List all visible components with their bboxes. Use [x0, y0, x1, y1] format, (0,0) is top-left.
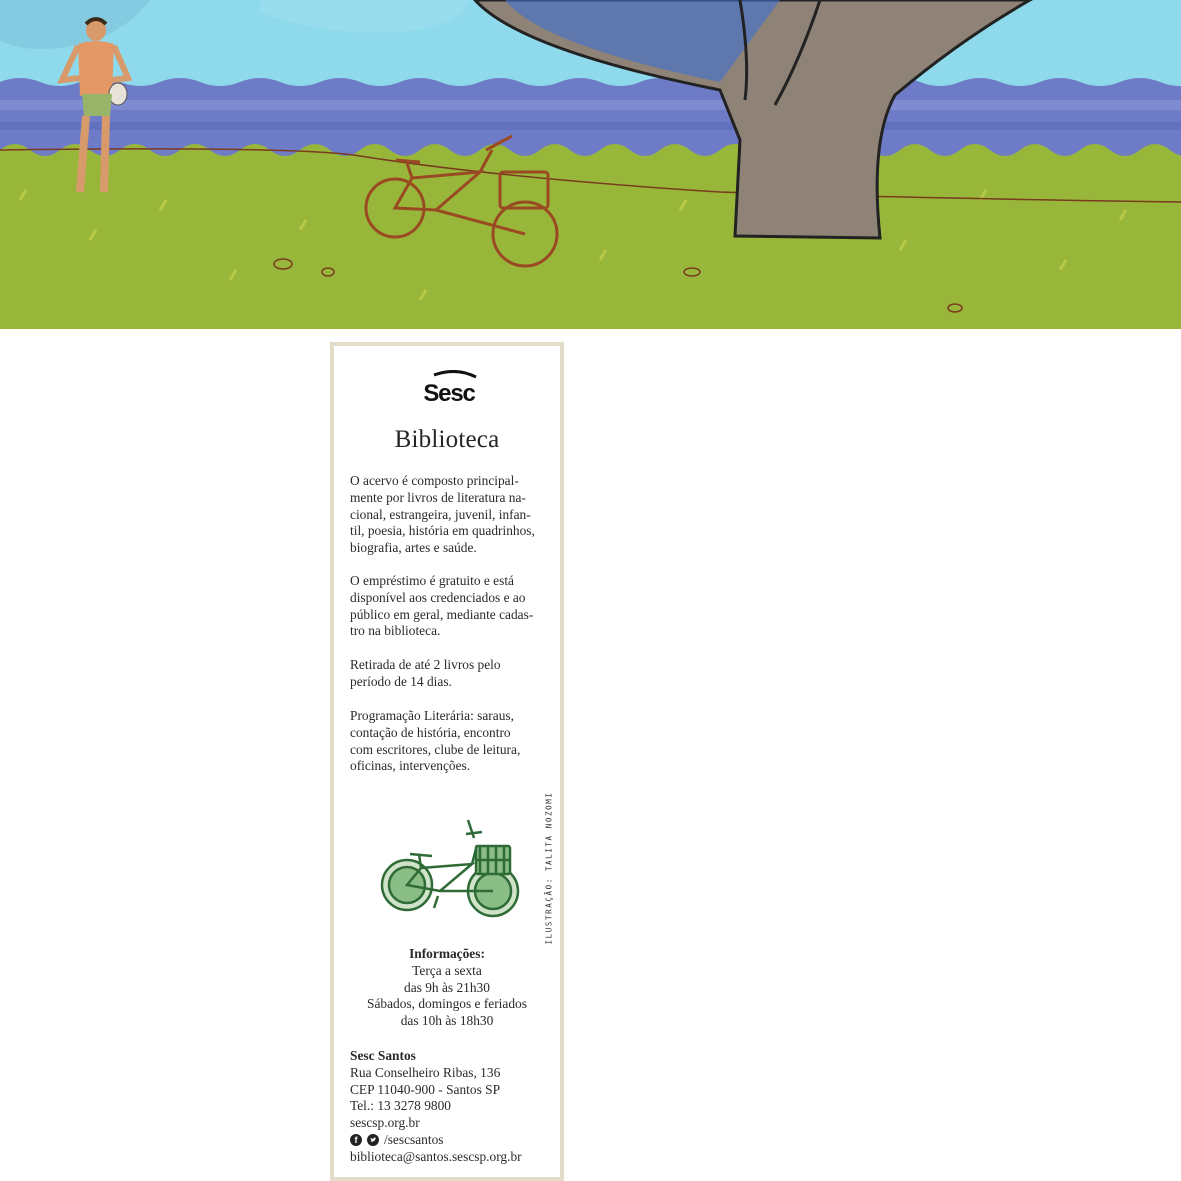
withdrawal-paragraph: Retirada de até 2 livros pelo período de 14 dias. [350, 657, 501, 689]
email-link[interactable]: biblioteca@santos.sescsp.org.br [350, 1148, 522, 1164]
contact-section [350, 1048, 560, 1166]
bicycle-icon [376, 814, 526, 918]
hours-line: das 10h às 18h30 [400, 1013, 494, 1029]
phone: Tel.: 13 3278 9800 [350, 1098, 451, 1114]
programming-paragraph: Programação Literária: saraus, contação de história, encontro com escritores, clube de leitura, oficinas, intervenções. [350, 708, 521, 774]
postal-code: CEP 11040-900 - Santos SP [350, 1081, 501, 1097]
svg-text:Sesc: Sesc [423, 380, 475, 406]
page-title: Biblioteca [394, 426, 500, 453]
hours-line: Sábados, domingos e feriados [367, 996, 527, 1012]
address: Rua Conselheiro Ribas, 136 [350, 1064, 501, 1080]
loan-paragraph: O empréstimo é gratuito e está disponível aos credenciados e ao público em geral, mediante cadas- tro na biblioteca. [350, 573, 534, 639]
banner-illustration [0, 0, 1181, 329]
hours-line: das 9h às 21h30 [404, 979, 490, 995]
illustration-credit: ILUSTRAÇÃO: TALITA NOZOMI [544, 791, 554, 945]
description-paragraph: O acervo é composto principal- mente por livros de literatura na- cional, estrangeira, juvenil, infan- til, poesia, história em quadrinhos, biografia, artes e saúde. [350, 473, 535, 556]
sea [0, 78, 1181, 160]
facebook-icon[interactable]: f [350, 1134, 362, 1146]
sea-band [0, 122, 1181, 130]
sesc-logo [412, 370, 486, 406]
info-section [334, 946, 560, 1030]
twitter-icon[interactable] [367, 1134, 379, 1146]
bookmark-card [330, 342, 564, 1181]
social-row [350, 1132, 560, 1149]
social-handle[interactable]: /sescsantos [384, 1131, 444, 1147]
website-link[interactable]: sescsp.org.br [350, 1115, 420, 1131]
unit-name: Sesc Santos [350, 1048, 416, 1063]
hours-line: Terça a sexta [412, 962, 482, 978]
grass [0, 144, 1181, 329]
sea-band [0, 100, 1181, 110]
info-heading: Informações: [409, 946, 485, 961]
